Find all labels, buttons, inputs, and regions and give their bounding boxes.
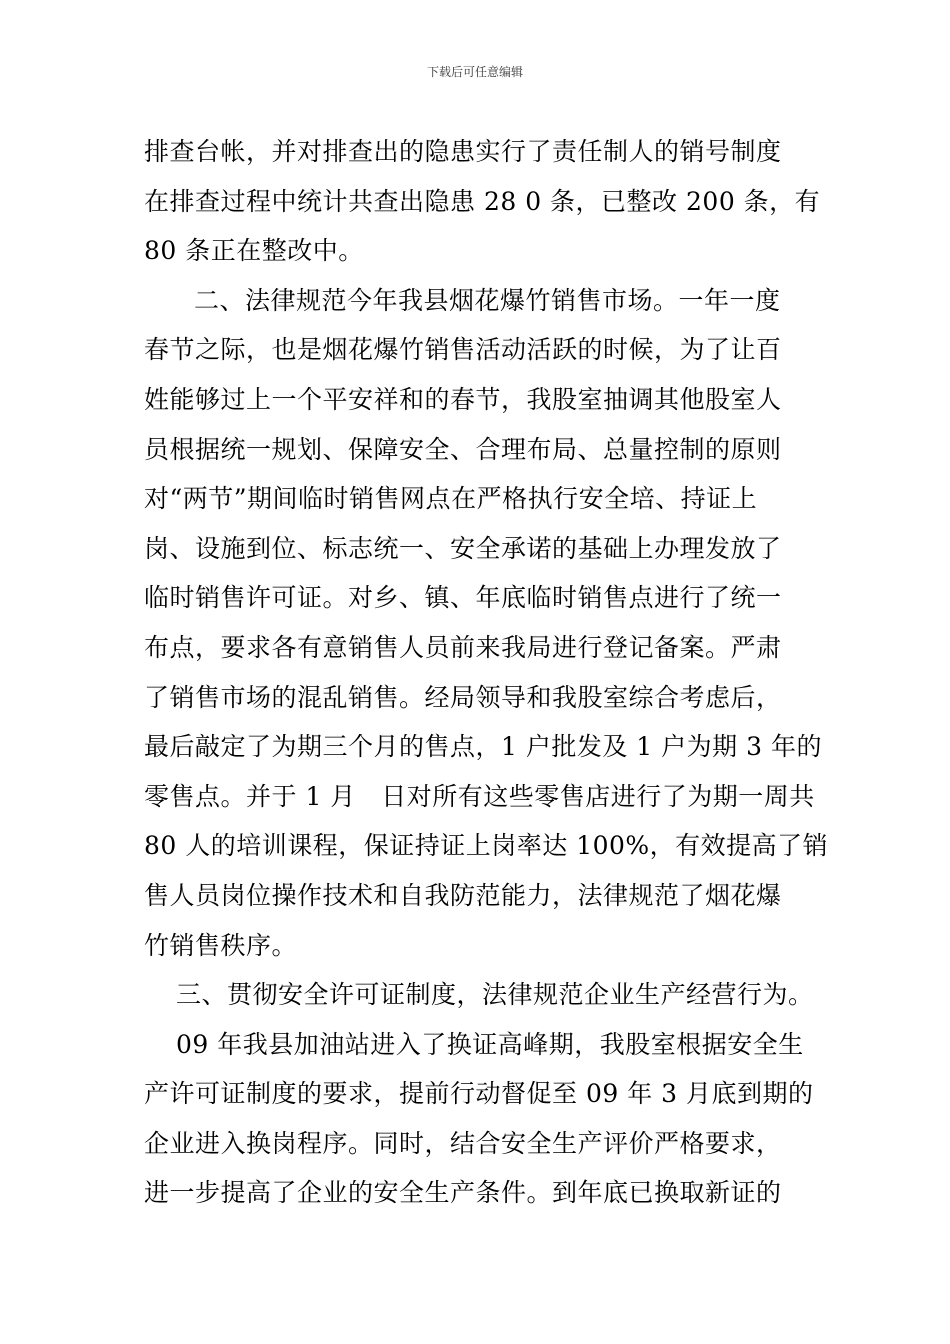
text-line: 80 条正在整改中。 (144, 236, 364, 266)
text-line: 产许可证制度的要求，提前行动督促至 09 年 3 月底到期的 (144, 1079, 814, 1109)
body-text (144, 130, 829, 1221)
text-line: 临时销售许可证。对乡、镇、年底临时销售点进行了统一 (144, 583, 782, 613)
text-line: 在排查过程中统计共查出隐患 28 0 条，已整改 200 条，有 (144, 186, 821, 216)
text-line: 售人员岗位操作技术和自我防范能力，法律规范了烟花爆 (144, 880, 782, 910)
text-line: 春节之际，也是烟花爆竹销售活动活跃的时候，为了让百 (144, 335, 782, 365)
text-line: 三、贯彻安全许可证制度，法律规范企业生产经营行为。 (176, 980, 814, 1010)
text-line: 布点，要求各有意销售人员前来我局进行登记备案。严肃 (144, 632, 782, 662)
text-line: 80 人的培训课程，保证持证上岗率达 100%，有效提高了销 (144, 831, 829, 861)
text-line: 零售点。并于 1 月 日对所有这些零售店进行了为期一周共 (144, 781, 815, 811)
text-line: 排查台帐，并对排查出的隐患实行了责任制人的销号制度 (144, 137, 782, 166)
text-line: 进一步提高了企业的安全生产条件。到年底已换取新证的 (144, 1178, 782, 1208)
text-line: 竹销售秩序。 (144, 930, 298, 960)
text-line: 企业进入换岗程序。同时，结合安全生产评价严格要求， (144, 1128, 782, 1158)
text-line: 了销售市场的混乱销售。经局领导和我股室综合考虑后， (144, 682, 782, 712)
text-line: 岗、设施到位、标志统一、安全承诺的基础上办理发放了 (144, 533, 782, 563)
text-line: 员根据统一规划、保障安全、合理布局、总量控制的原则 (144, 434, 782, 464)
text-line: 姓能够过上一个平安祥和的春节，我股室抽调其他股室人 (144, 384, 782, 414)
page-header-note: 下载后可任意编辑 (426, 65, 523, 79)
text-line: 二、法律规范今年我县烟花爆竹销售市场。一年一度 (194, 285, 781, 315)
text-line: 09 年我县加油站进入了换证高峰期，我股室根据安全生 (176, 1029, 804, 1059)
text-line: 对“两节”期间临时销售网点在严格执行安全培、持证上 (144, 484, 758, 514)
text-line: 最后敲定了为期三个月的售点，1 户批发及 1 户为期 3 年的 (144, 732, 822, 762)
